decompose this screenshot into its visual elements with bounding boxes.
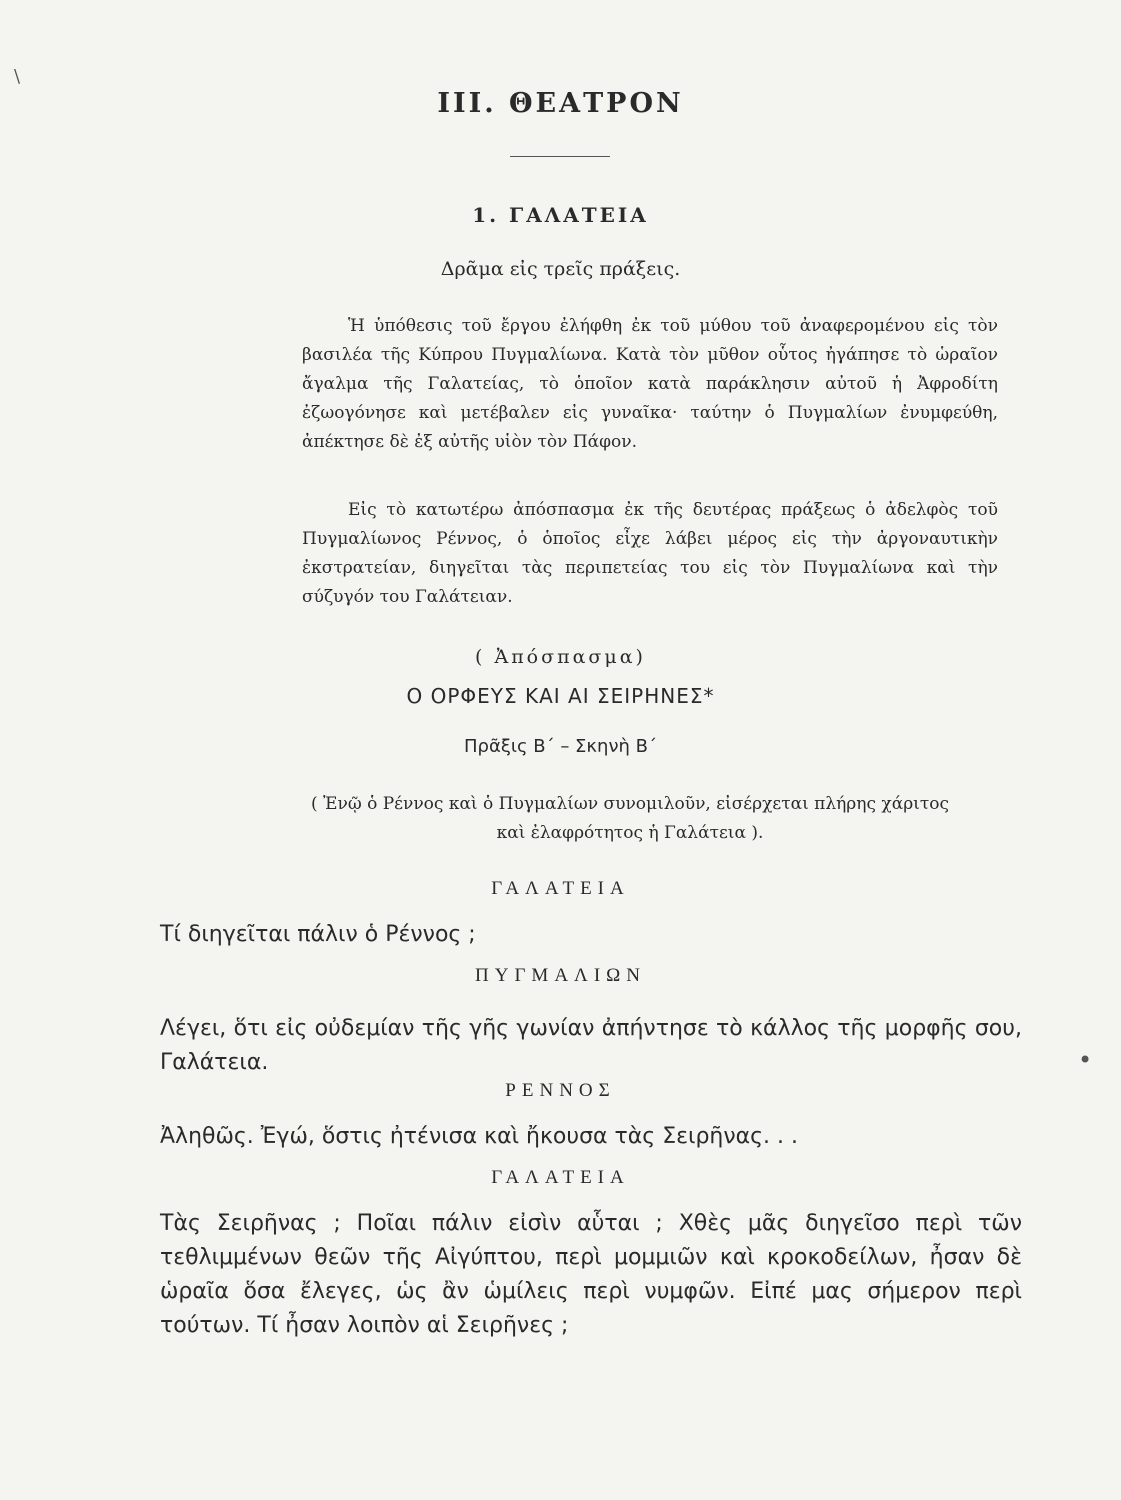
speaker-name: ΠΥΓΜΑΛΙΩΝ: [475, 965, 646, 986]
dialogue-line: Λέγει, ὅτι εἰς οὐδεμίαν τῆς γῆς γωνίαν ἀπήντησε τὸ κάλλος τῆς μορφῆς σου, Γαλάτεια.: [160, 1016, 1022, 1075]
dialogue-line: Ἀληθῶς. Ἐγώ, ὅστις ἠτένισα καὶ ἤκουσα τὰς Σειρῆνας. . .: [160, 1124, 799, 1149]
poem-title: Ο ΟΡΦΕΥΣ ΚΑΙ ΑΙ ΣΕΙΡΗΝΕΣ*: [406, 684, 715, 708]
margin-mark: \: [14, 66, 21, 87]
speaker-name: ΡΕΝΝΟΣ: [505, 1080, 616, 1101]
dialogue-line: Τί διηγεῖται πάλιν ὁ Ρέννος ;: [160, 922, 476, 947]
act-scene: Πρᾶξις Β΄ – Σκηνὴ Β΄: [464, 736, 657, 757]
play-subtitle: Δρᾶμα εἰς τρεῖς πράξεις.: [440, 258, 681, 280]
stage-direction: ( Ἐνῷ ὁ Ρέννος καὶ ὁ Πυγμαλίων συνομιλοῦν, εἰσέρχεται πλήρης χάριτος καὶ ἐλαφρότητος ἡ Γαλάτεια ).: [310, 794, 950, 843]
excerpt-label: ( Ἀπόσπασμα): [475, 646, 646, 668]
intro-paragraph: Εἰς τὸ κατωτέρω ἀπόσπασμα ἐκ τῆς δευτέρας πράξεως ὁ ἀδελφὸς τοῦ Πυγμαλίωνος Ρέννος, ὁ ὁποῖος εἶχε λάβει μέρος εἰς τὴν ἀργοναυτικὴν ἐκστρατείαν, διηγεῖται τὰς περιπετείας του εἰς τὸν Πυγμαλίωνα καὶ τὴν σύζυγόν του Γαλάτειαν.: [302, 500, 998, 607]
intro-paragraph: Ἡ ὑπόθεσις τοῦ ἔργου ἐλήφθη ἐκ τοῦ μύθου τοῦ ἀναφερομένου εἰς τὸν βασιλέα τῆς Κύπρου Πυγμαλίωνα. Κατὰ τὸν μῦθον οὗτος ἠγάπησε τὸ ὡραῖον ἄγαλμα τῆς Γαλατείας, τὸ ὁποῖον κατὰ παράκλησιν αὐτοῦ ἡ Ἀφροδίτη ἐζωογόνησε καὶ μετέβαλεν εἰς γυναῖκα· ταύτην ὁ Πυγμαλίων ἐνυμφεύθη, ἀπέκτησε δὲ ἐξ αὐτῆς υἱὸν τὸν Πάφον.: [302, 316, 998, 452]
title-divider: [510, 156, 610, 157]
dialogue-line: Τὰς Σειρῆνας ; Ποῖαι πάλιν εἰσὶν αὗται ; Χθὲς μᾶς διηγεῖσο περὶ τῶν τεθλιμμένων θεῶν τῆς Αἰγύπτου, περὶ μομμιῶν καὶ κροκοδείλων, ἦσαν δὲ ὡραῖα ὅσα ἔλεγες, ὡς ἂν ὡμίλεις περὶ νυμφῶν. Εἰπέ μας σήμερον περὶ τούτων. Τί ἦσαν λοιπὸν αἱ Σειρῆνες ;: [160, 1211, 1022, 1338]
section-title: ΙΙΙ. ΘΕΑΤΡΟΝ: [437, 88, 684, 119]
play-title: 1. ΓΑΛΑΤΕΙΑ: [472, 203, 649, 227]
speaker-name: ΓΑΛΑΤΕΙΑ: [491, 878, 630, 899]
margin-dot: •: [1078, 1046, 1093, 1074]
speaker-name: ΓΑΛΑΤΕΙΑ: [491, 1167, 630, 1188]
